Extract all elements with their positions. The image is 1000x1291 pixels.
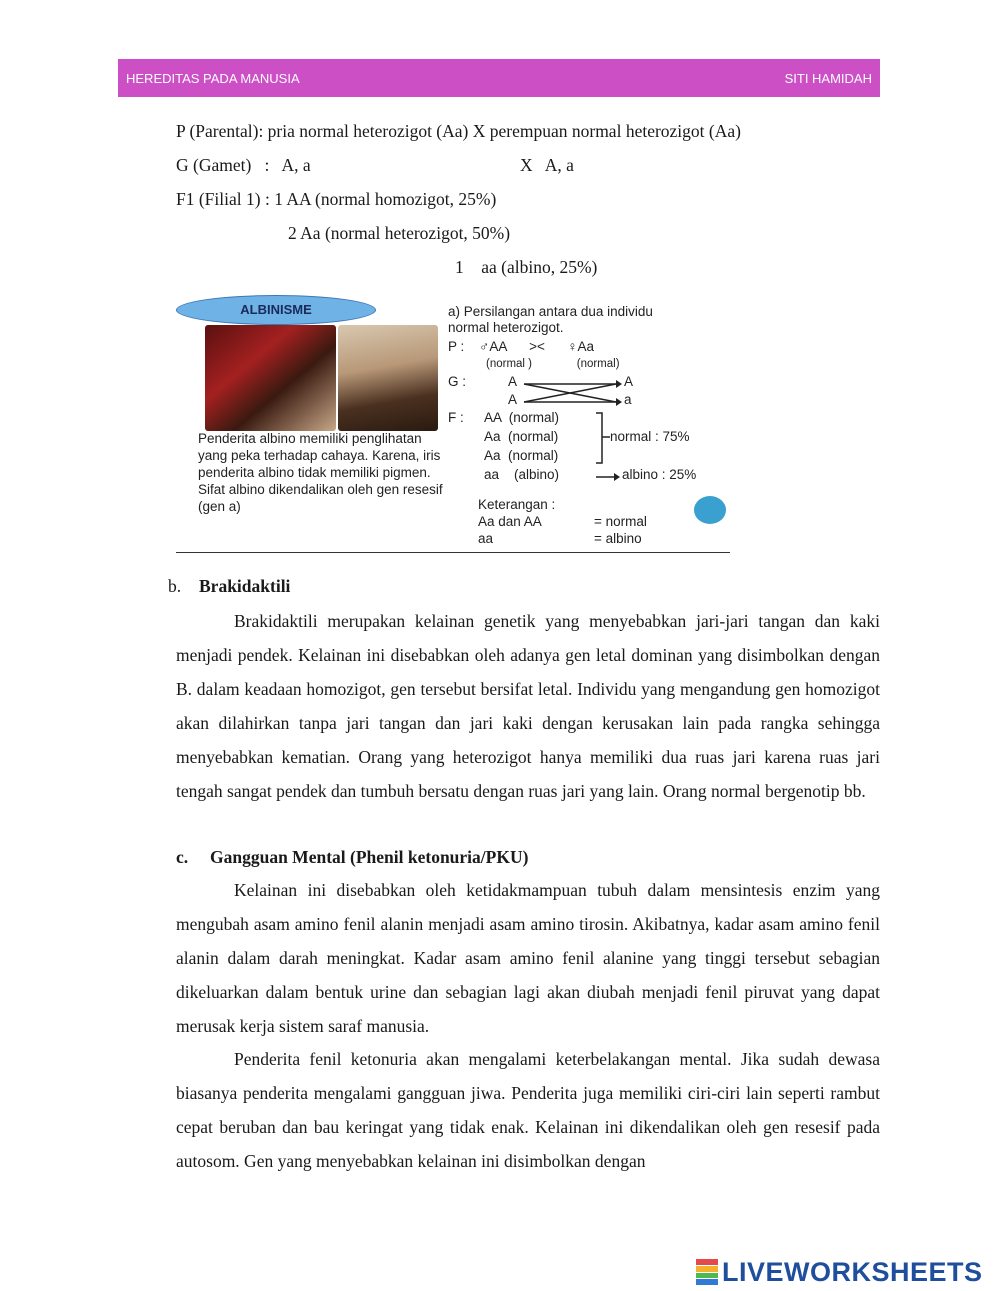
- f-row-2: Aa (normal): [484, 429, 559, 444]
- f1-line-1: F1 (Filial 1) : 1 AA (normal homozigot, 25%): [176, 189, 497, 209]
- albino-photo-2: [338, 325, 438, 431]
- albinism-figure: [176, 287, 730, 553]
- f1-line-3: 1 aa (albino, 25%): [455, 257, 598, 277]
- parental-line: P (Parental): pria normal heterozigot (Aa) X perempuan normal heterozigot (Aa): [176, 121, 741, 141]
- ket-row2-right: = albino: [594, 531, 642, 546]
- f1-line-2: 2 Aa (normal heterozigot, 50%): [288, 223, 511, 243]
- cross-p-sub: (normal ) (normal): [486, 358, 620, 370]
- logo-text: LIVEWORKSHEETS: [722, 1256, 983, 1287]
- page-header: [118, 59, 880, 97]
- f-row-3: Aa (normal): [484, 448, 559, 463]
- ket-row2-left: aa: [478, 531, 494, 546]
- f-row-4: aa (albino): [484, 467, 560, 482]
- section-b-marker: b.: [168, 576, 182, 596]
- cross-p-row: P : ♂AA >< ♀Aa: [448, 339, 595, 354]
- g-left-2: A: [508, 392, 518, 407]
- figure-caption: Penderita albino memiliki penglihatan yang peka terhadap cahaya. Karena, iris penderita albino tidak memiliki pigmen. Sifat albino dikendalikan oleh gen resesif (gen a): [198, 431, 443, 514]
- cross-title-1: a) Persilangan antara dua individu: [448, 304, 653, 319]
- cross-f-label: F :: [448, 410, 464, 425]
- ket-row1-right: = normal: [594, 514, 647, 529]
- albino-result: albino : 25%: [622, 467, 697, 482]
- section-b-body: Brakidaktili merupakan kelainan genetik yang menyebabkan jari-jari tangan dan kaki menjadi pendek. Kelainan ini disebabkan oleh adanya gen letal dominan yang disimbolkan dengan B. dalam keadaan homozigot, gen tersebut bersifat letal. Individu yang mengandung gen homozigot akan dilahirkan tanpa jari tangan dan jari kaki dengan kerusakan lain pada rangka sehingga menyebabkan kematian. Orang yang heterozigot hanya memiliki dua ruas jari karena ruas jari tengah sangat pendek dan tumbuh bersatu dengan ruas jari yang lain. Orang normal bergenotip bb.: [176, 611, 880, 801]
- g-right-2: a: [624, 392, 632, 407]
- header-title: HEREDITAS PADA MANUSIA: [126, 70, 300, 86]
- gamet-right: X A, a: [520, 155, 574, 175]
- section-c-para-1: [176, 873, 880, 1043]
- f-row-1: AA (normal): [484, 410, 560, 425]
- ket-row1-left: Aa dan AA: [478, 514, 542, 529]
- figure-label: ALBINISME: [176, 295, 376, 325]
- ket-title: Keterangan :: [478, 497, 556, 512]
- section-c-marker: c.: [176, 847, 189, 867]
- section-c-title: Gangguan Mental (Phenil ketonuria/PKU): [210, 847, 529, 867]
- section-c-para-2: [176, 1042, 880, 1178]
- answer-dot[interactable]: [694, 496, 726, 524]
- section-c-body-1: Kelainan ini disebabkan oleh ketidakmampuan tubuh dalam mensintesis enzim yang mengubah asam amino fenil alanin menjadi asam amino tirosin. Akibatnya, kadar asam amino fenil alanin dalam darah meningkat. Kadar asam amino fenil alanine yang tinggi tersebut sebagian dikeluarkan dalam bentuk urine dan sebagian lagi akan diubah menjadi fenil piruvat yang dapat merusak kerja sistem saraf manusia.: [176, 880, 880, 1036]
- g-left-1: A: [508, 374, 518, 389]
- liveworksheets-logo: [696, 1256, 983, 1288]
- cross-title-2: normal heterozigot.: [448, 320, 564, 335]
- albino-photo-1: [205, 325, 336, 431]
- section-b-text: [176, 604, 880, 808]
- normal-result: normal : 75%: [610, 429, 690, 444]
- header-author: SITI HAMIDAH: [784, 70, 872, 86]
- section-b-title: Brakidaktili: [199, 576, 291, 596]
- cross-g-label: G :: [448, 374, 467, 389]
- gamete-arrows: [522, 375, 622, 411]
- section-c-body-2: Penderita fenil ketonuria akan mengalami keterbelakangan mental. Jika sudah dewasa biasanya penderita mengalami gangguan jiwa. Penderita juga memiliki ciri-ciri lain seperti rambut cepat beruban dan bau keringat yang tidak enak. Kelainan ini dikendalikan oleh gen resesif pada autosom. Gen yang menyebabkan kelainan ini disimbolkan dengan: [176, 1049, 880, 1171]
- gamet-line: G (Gamet) : A, a: [176, 155, 311, 175]
- logo-mark-icon: [696, 1259, 718, 1285]
- g-right-1: A: [624, 374, 634, 389]
